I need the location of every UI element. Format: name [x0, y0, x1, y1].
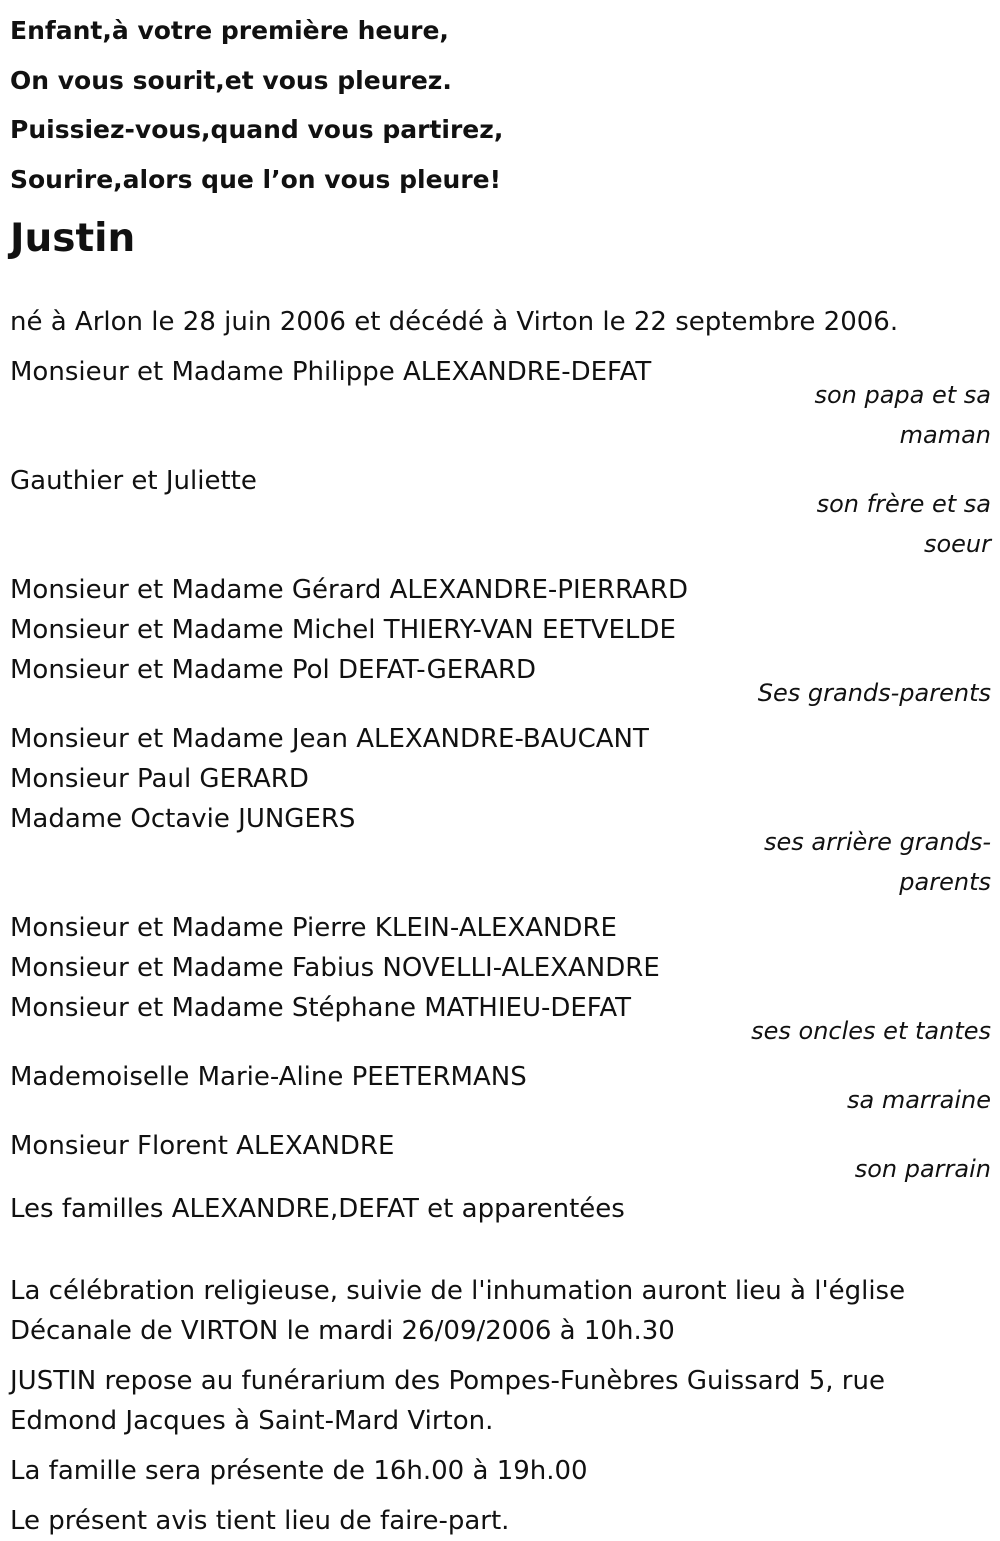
family-group-parents [10, 352, 991, 455]
family-member: Gauthier et Juliette [10, 466, 257, 496]
poem [10, 0, 991, 204]
relation-label: sa marraine [846, 1086, 991, 1114]
family-group-godfather [10, 1126, 991, 1189]
family-member: Monsieur et Madame Gérard ALEXANDRE-PIERRARD [10, 575, 688, 605]
family-member: Madame Octavie JUNGERS [10, 804, 356, 834]
poem-line: Enfant,à votre première heure, [10, 16, 449, 45]
poem-line: Puissiez-vous,quand vous partirez, [10, 115, 504, 144]
poem-line: Sourire,alors que l’on vous pleure! [10, 164, 502, 194]
family-group-grandparents [10, 570, 991, 713]
obituary-notice [10, 0, 991, 1541]
family-member: Monsieur et Madame Michel THIERY-VAN EETVELDE [10, 615, 676, 645]
relation-label: ses oncles et tantes [751, 1017, 991, 1045]
family-group-siblings [10, 461, 991, 564]
family-member: Monsieur Paul GERARD [10, 764, 309, 794]
poem-line: On vous sourit,et vous pleurez. [10, 65, 452, 95]
family-group-uncles-aunts [10, 908, 991, 1051]
family-member: Monsieur et Madame Fabius NOVELLI-ALEXANDRE [10, 953, 660, 983]
relation-label: Ses grands-parents [757, 679, 991, 707]
family-member: Monsieur Florent ALEXANDRE [10, 1131, 395, 1161]
relation-label: son frère et sa soeur [816, 490, 991, 558]
ceremony-info: La célébration religieuse, suivie de l'inhumation auront lieu à l'église Décanale de VIRTON le mardi 26/09/2006 à 10h.30 [10, 1276, 906, 1346]
families-line: Les familles ALEXANDRE,DEFAT et apparentées [10, 1194, 625, 1224]
family-member: Monsieur et Madame Stéphane MATHIEU-DEFAT [10, 993, 632, 1023]
family-member: Monsieur et Madame Pol DEFAT-GERARD [10, 655, 537, 685]
family-member: Monsieur et Madame Pierre KLEIN-ALEXANDRE [10, 913, 617, 943]
deceased-name: Justin [10, 216, 136, 261]
family-group-great-grandparents [10, 719, 991, 902]
funeral-home-info: JUSTIN repose au funérarium des Pompes-Funèbres Guissard 5, rue Edmond Jacques à Saint-Mard Virton. [10, 1366, 885, 1436]
family-member: Mademoiselle Marie-Aline PEETERMANS [10, 1062, 527, 1092]
relation-label: ses arrière grands-parents [764, 828, 991, 896]
relation-label: son papa et sa maman [814, 381, 991, 449]
birth-death-line: né à Arlon le 28 juin 2006 et décédé à Virton le 22 septembre 2006. [10, 307, 899, 337]
family-group-godmother [10, 1057, 991, 1120]
visiting-hours-info: La famille sera présente de 16h.00 à 19h.00 [10, 1456, 588, 1486]
relation-label: son parrain [854, 1155, 991, 1183]
family-member: Monsieur et Madame Philippe ALEXANDRE-DEFAT [10, 357, 652, 387]
notice-info: Le présent avis tient lieu de faire-part. [10, 1506, 510, 1536]
family-member: Monsieur et Madame Jean ALEXANDRE-BAUCANT [10, 724, 649, 754]
